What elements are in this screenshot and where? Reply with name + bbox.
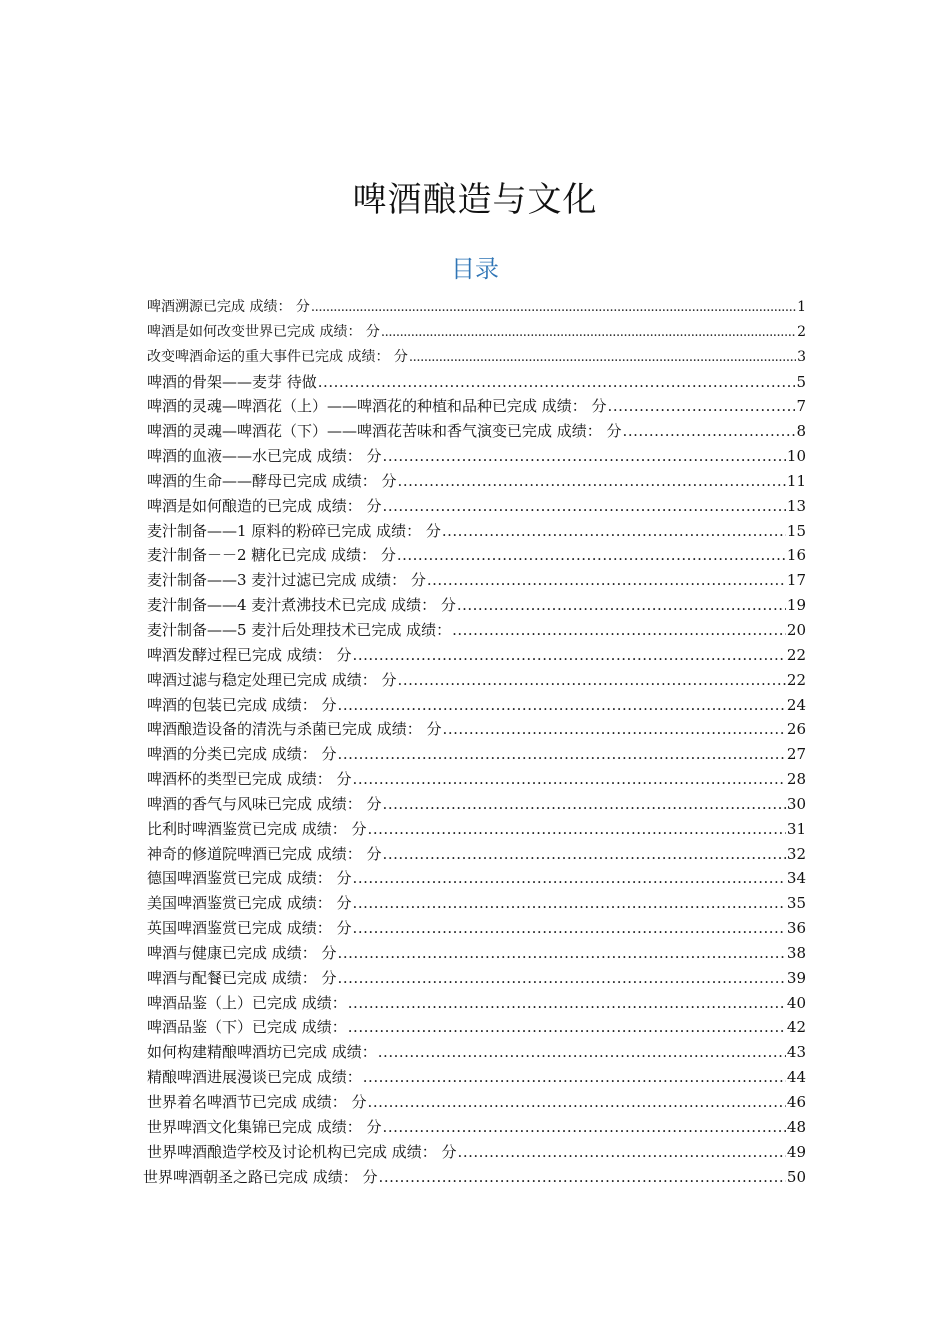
toc-page-number: 46 bbox=[786, 1093, 806, 1111]
toc-entry-title: 啤酒与健康已完成 成绩： 分 bbox=[147, 943, 337, 962]
toc-entry-title: 精酿啤酒进展漫谈已完成 成绩： bbox=[147, 1068, 362, 1087]
toc-row[interactable] bbox=[147, 494, 806, 519]
toc-row[interactable] bbox=[147, 519, 806, 544]
toc-row[interactable] bbox=[147, 1090, 806, 1115]
toc-dot-leader bbox=[383, 444, 786, 469]
toc-row[interactable] bbox=[147, 543, 806, 568]
toc-entry-title: 世界着名啤酒节已完成 成绩： 分 bbox=[147, 1093, 367, 1111]
toc-page-number: 2 bbox=[797, 323, 806, 340]
toc-page-number: 20 bbox=[786, 620, 806, 639]
toc-entry-title: 麦汁制备－－2 糖化已完成 成绩： 分 bbox=[147, 546, 396, 565]
toc-entry-title: 德国啤酒鉴赏已完成 成绩： 分 bbox=[147, 869, 352, 888]
toc-dot-leader bbox=[442, 519, 786, 544]
toc-entry-title: 如何构建精酿啤酒坊已完成 成绩： bbox=[147, 1043, 377, 1062]
toc-row[interactable] bbox=[147, 419, 806, 444]
toc-dot-leader bbox=[338, 941, 786, 966]
toc-entry-title: 世界啤酒酿造学校及讨论机构已完成 成绩： 分 bbox=[147, 1142, 457, 1161]
toc-row[interactable] bbox=[147, 1040, 806, 1065]
toc-row[interactable] bbox=[147, 1065, 806, 1090]
toc-page-number: 28 bbox=[786, 770, 806, 789]
toc-page-number: 13 bbox=[786, 496, 806, 515]
table-of-contents bbox=[143, 295, 806, 1189]
toc-page-number: 10 bbox=[786, 447, 806, 466]
toc-entry-title: 麦汁制备——4 麦汁煮沸技术已完成 成绩： 分 bbox=[147, 596, 456, 615]
toc-page-number: 42 bbox=[786, 1018, 806, 1037]
toc-row[interactable] bbox=[147, 394, 806, 419]
toc-row[interactable] bbox=[147, 891, 806, 916]
toc-page-number: 31 bbox=[786, 819, 806, 838]
toc-entry-title: 啤酒酿造设备的清洗与杀菌已完成 成绩： 分 bbox=[147, 720, 442, 739]
toc-row[interactable] bbox=[147, 295, 806, 320]
toc-dot-leader bbox=[338, 693, 786, 718]
toc-row[interactable] bbox=[147, 668, 806, 693]
toc-row[interactable] bbox=[147, 717, 806, 742]
toc-dot-leader bbox=[318, 370, 796, 395]
toc-entry-title: 英国啤酒鉴赏已完成 成绩： 分 bbox=[147, 919, 352, 938]
toc-page-number: 24 bbox=[786, 695, 806, 714]
toc-entry-title: 啤酒与配餐已完成 成绩： 分 bbox=[147, 968, 337, 987]
toc-entry-title: 麦汁制备——5 麦汁后处理技术已完成 成绩： bbox=[147, 620, 452, 639]
toc-dot-leader bbox=[381, 320, 796, 345]
toc-dot-leader bbox=[608, 394, 796, 419]
toc-row[interactable] bbox=[147, 568, 806, 593]
toc-row[interactable] bbox=[147, 370, 806, 395]
toc-dot-leader bbox=[452, 618, 786, 643]
toc-row[interactable] bbox=[147, 792, 806, 817]
toc-row[interactable] bbox=[147, 469, 806, 494]
toc-entry-title: 啤酒发酵过程已完成 成绩： 分 bbox=[147, 645, 352, 664]
toc-entry-title: 麦汁制备——1 原料的粉碎已完成 成绩： 分 bbox=[147, 521, 441, 540]
toc-page-number: 35 bbox=[786, 894, 806, 913]
toc-page-number: 3 bbox=[797, 348, 806, 365]
toc-dot-leader bbox=[363, 1065, 786, 1090]
toc-page-number: 16 bbox=[786, 546, 806, 565]
toc-entry-title: 啤酒溯源已完成 成绩： 分 bbox=[147, 299, 310, 315]
toc-entry-title: 啤酒的骨架——麦芽 待做 bbox=[147, 372, 317, 391]
toc-row[interactable] bbox=[147, 941, 806, 966]
toc-dot-leader bbox=[368, 817, 786, 842]
toc-row[interactable] bbox=[147, 618, 806, 643]
toc-entry-title: 啤酒品鉴（下）已完成 成绩： bbox=[147, 1018, 347, 1037]
toc-page-number: 17 bbox=[786, 571, 806, 590]
toc-entry-title: 世界啤酒文化集锦已完成 成绩： 分 bbox=[147, 1117, 382, 1136]
toc-row[interactable] bbox=[147, 866, 806, 891]
toc-row[interactable] bbox=[147, 991, 806, 1016]
toc-entry-title: 啤酒的分类已完成 成绩： 分 bbox=[147, 745, 337, 764]
toc-page-number: 49 bbox=[786, 1142, 806, 1161]
toc-entry-title: 啤酒是如何改变世界已完成 成绩： 分 bbox=[147, 323, 380, 340]
toc-page-number: 44 bbox=[786, 1068, 806, 1087]
toc-entry-title: 啤酒品鉴（上）已完成 成绩： bbox=[147, 993, 347, 1012]
toc-dot-leader bbox=[383, 494, 786, 519]
toc-entry-title: 美国啤酒鉴赏已完成 成绩： 分 bbox=[147, 894, 352, 913]
toc-row[interactable] bbox=[143, 1165, 806, 1190]
toc-page-number: 30 bbox=[786, 794, 806, 813]
toc-dot-leader bbox=[397, 543, 786, 568]
toc-dot-leader bbox=[458, 1140, 786, 1165]
toc-dot-leader bbox=[379, 1165, 786, 1190]
toc-page-number: 5 bbox=[796, 372, 806, 391]
toc-page-number: 27 bbox=[786, 745, 806, 764]
toc-row[interactable] bbox=[147, 842, 806, 867]
toc-row[interactable] bbox=[147, 593, 806, 618]
toc-entry-title: 啤酒的包装已完成 成绩： 分 bbox=[147, 695, 337, 714]
toc-row[interactable] bbox=[147, 916, 806, 941]
toc-entry-title: 麦汁制备——3 麦汁过滤已完成 成绩： 分 bbox=[147, 571, 426, 590]
toc-dot-leader bbox=[353, 643, 786, 668]
toc-heading: 目录 bbox=[451, 255, 499, 283]
toc-entry-title: 啤酒是如何酿造的已完成 成绩： 分 bbox=[147, 496, 382, 515]
toc-dot-leader bbox=[443, 717, 786, 742]
toc-entry-title: 啤酒的灵魂—啤酒花（下）——啤酒花苦味和香气演变已完成 成绩： 分 bbox=[147, 422, 622, 441]
toc-dot-leader bbox=[427, 568, 786, 593]
toc-page-number: 22 bbox=[786, 670, 806, 689]
toc-dot-leader bbox=[353, 767, 786, 792]
toc-row[interactable] bbox=[147, 320, 806, 345]
toc-page-number: 38 bbox=[786, 943, 806, 962]
toc-page-number: 50 bbox=[786, 1167, 806, 1186]
toc-page-number: 48 bbox=[786, 1117, 806, 1136]
toc-dot-leader bbox=[383, 842, 786, 867]
toc-page-number: 15 bbox=[786, 521, 806, 540]
toc-dot-leader bbox=[398, 469, 786, 494]
toc-row[interactable] bbox=[147, 767, 806, 792]
toc-page-number: 1 bbox=[797, 299, 806, 315]
toc-row[interactable] bbox=[147, 444, 806, 469]
toc-entry-title: 改变啤酒命运的重大事件已完成 成绩： 分 bbox=[147, 348, 408, 365]
toc-dot-leader bbox=[348, 1015, 786, 1040]
toc-entry-title: 啤酒的香气与风味已完成 成绩： 分 bbox=[147, 794, 382, 813]
toc-dot-leader bbox=[383, 792, 786, 817]
toc-dot-leader bbox=[383, 1115, 786, 1140]
toc-page-number: 43 bbox=[786, 1043, 806, 1062]
toc-dot-leader bbox=[353, 891, 786, 916]
toc-entry-title: 啤酒的血液——水已完成 成绩： 分 bbox=[147, 447, 382, 466]
toc-dot-leader bbox=[409, 345, 796, 370]
toc-entry-title: 啤酒过滤与稳定处理已完成 成绩： 分 bbox=[147, 670, 397, 689]
toc-row[interactable] bbox=[147, 643, 806, 668]
toc-row[interactable] bbox=[147, 1115, 806, 1140]
toc-entry-title: 比利时啤酒鉴赏已完成 成绩： 分 bbox=[147, 819, 367, 838]
toc-page-number: 11 bbox=[786, 471, 806, 490]
toc-row[interactable] bbox=[147, 693, 806, 718]
toc-dot-leader bbox=[311, 295, 796, 320]
toc-dot-leader bbox=[338, 966, 786, 991]
toc-dot-leader bbox=[457, 593, 786, 618]
toc-entry-title: 啤酒杯的类型已完成 成绩： 分 bbox=[147, 770, 352, 789]
toc-entry-title: 啤酒的生命——酵母已完成 成绩： 分 bbox=[147, 471, 397, 490]
toc-row[interactable] bbox=[147, 1015, 806, 1040]
toc-page-number: 39 bbox=[786, 968, 806, 987]
document-title: 啤酒酿造与文化 bbox=[352, 180, 598, 220]
toc-dot-leader bbox=[378, 1040, 786, 1065]
toc-page-number: 7 bbox=[796, 397, 806, 416]
toc-page-number: 36 bbox=[786, 919, 806, 938]
toc-page-number: 19 bbox=[786, 596, 806, 615]
toc-page-number: 22 bbox=[786, 645, 806, 664]
toc-row[interactable] bbox=[147, 742, 806, 767]
toc-entry-title: 啤酒的灵魂—啤酒花（上）——啤酒花的种植和品种已完成 成绩： 分 bbox=[147, 397, 607, 416]
toc-entry-title: 世界啤酒朝圣之路已完成 成绩： 分 bbox=[143, 1167, 378, 1186]
toc-row[interactable] bbox=[147, 345, 806, 370]
toc-dot-leader bbox=[338, 742, 786, 767]
toc-page-number: 34 bbox=[786, 869, 806, 888]
toc-dot-leader bbox=[623, 419, 796, 444]
toc-row[interactable] bbox=[147, 1140, 806, 1165]
toc-dot-leader bbox=[398, 668, 786, 693]
toc-dot-leader bbox=[353, 916, 786, 941]
toc-dot-leader bbox=[353, 866, 786, 891]
toc-dot-leader bbox=[348, 991, 786, 1016]
toc-page-number: 32 bbox=[786, 844, 806, 863]
toc-row[interactable] bbox=[147, 817, 806, 842]
toc-page-number: 26 bbox=[786, 720, 806, 739]
toc-page-number: 40 bbox=[786, 993, 806, 1012]
toc-entry-title: 神奇的修道院啤酒已完成 成绩： 分 bbox=[147, 844, 382, 863]
toc-row[interactable] bbox=[147, 966, 806, 991]
toc-page-number: 8 bbox=[796, 422, 806, 441]
toc-dot-leader bbox=[368, 1090, 786, 1115]
